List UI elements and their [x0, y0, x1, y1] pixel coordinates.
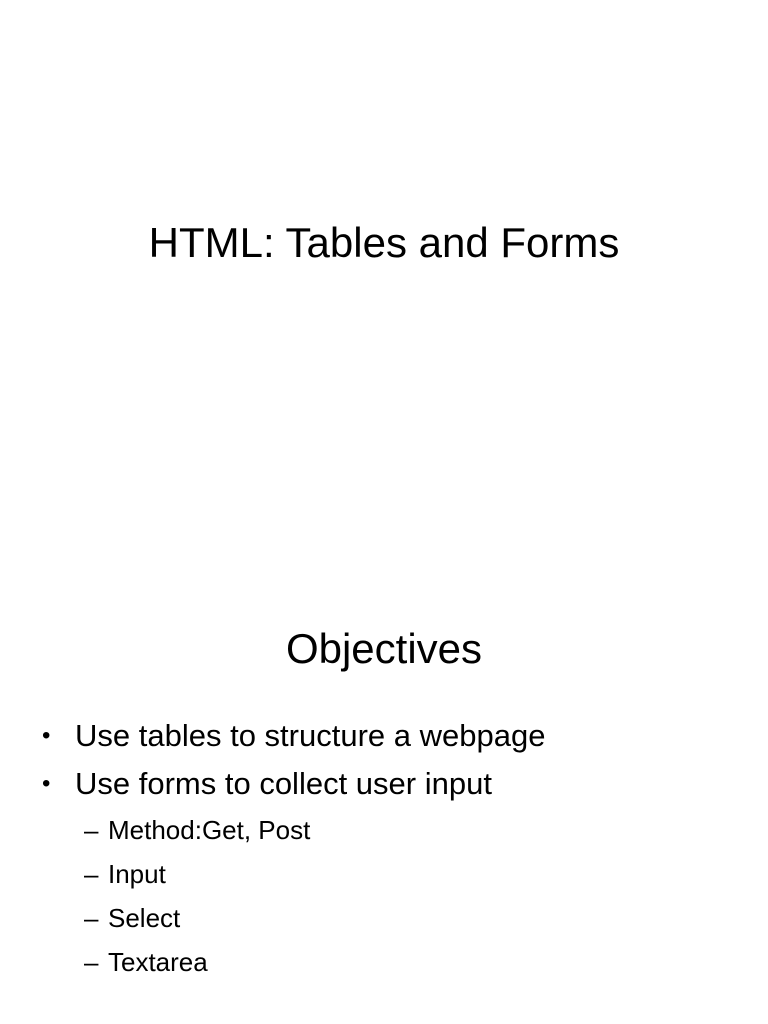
bullet-icon: •	[42, 722, 51, 749]
sub-item-text: Select	[108, 903, 181, 933]
forms-sub-list	[0, 808, 768, 984]
sub-list-container	[0, 808, 768, 984]
sub-item	[0, 896, 768, 940]
slide-objectives	[0, 512, 768, 1024]
sub-item	[0, 852, 768, 896]
objective-item	[0, 760, 768, 808]
sub-item-text: Textarea	[108, 947, 208, 977]
objectives-list	[0, 712, 768, 984]
sub-item	[0, 808, 768, 852]
sub-item-text: Input	[108, 859, 166, 889]
bullet-icon: •	[42, 770, 51, 797]
slide-title-heading: HTML: Tables and Forms	[148, 219, 620, 266]
dash-icon: –	[84, 947, 99, 977]
objective-text: Use tables to structure a webpage	[75, 718, 546, 753]
objective-text: Use forms to collect user input	[75, 766, 492, 801]
objective-item	[0, 712, 768, 760]
dash-icon: –	[84, 815, 99, 845]
sub-item-text: Method:Get, Post	[108, 815, 311, 845]
objectives-heading: Objectives	[285, 625, 483, 672]
dash-icon: –	[84, 903, 99, 933]
dash-icon: –	[84, 859, 99, 889]
sub-item	[0, 940, 768, 984]
